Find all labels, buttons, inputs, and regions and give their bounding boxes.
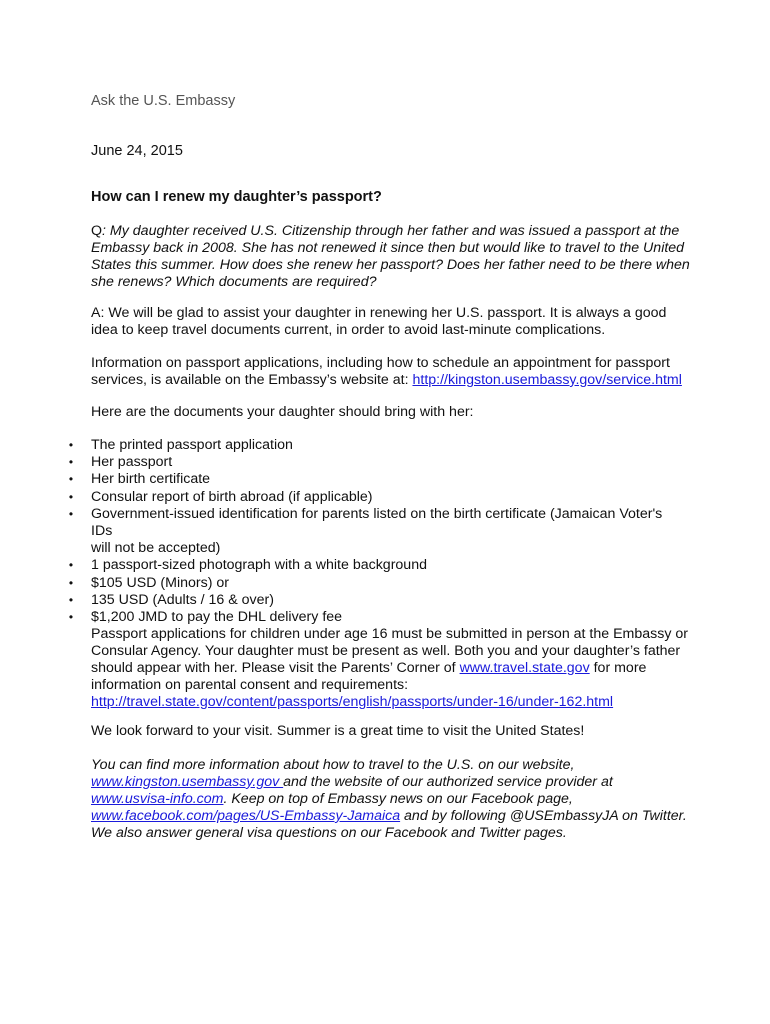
travel-state-link[interactable]: www.travel.state.gov xyxy=(459,660,590,676)
list-item-continuation xyxy=(66,540,686,557)
list-item-text: will not be accepted) xyxy=(91,540,221,557)
question-line: : My daughter received U.S. Citizenship through her father and was issued a passport at the xyxy=(102,223,680,239)
list-item xyxy=(66,437,686,454)
minors-line: for more xyxy=(589,660,647,676)
list-item-text: Consular report of birth abroad (if applicable) xyxy=(91,488,373,505)
list-item xyxy=(66,609,686,626)
minors-line: Consular Agency. Your daughter must be present as well. Both you and your daughter’s father xyxy=(91,643,681,659)
minors-line: Passport applications for children under age 16 must be submitted in person at the Embassy or xyxy=(91,626,688,642)
list-item xyxy=(66,489,686,506)
question-label: Q xyxy=(91,223,103,239)
bullet-icon: • xyxy=(68,610,74,625)
info-line: services, is available on the Embassy’s website at: xyxy=(91,372,413,388)
list-item-text: The printed passport application xyxy=(91,437,293,453)
minors-paragraph xyxy=(91,626,691,711)
more-info-line: We also answer general visa questions on our Facebook and Twitter pages. xyxy=(91,825,567,841)
list-item-text: 1 passport-sized photograph with a white background xyxy=(91,557,427,574)
more-info-line: You can find more information about how to travel to the U.S. on our website, xyxy=(91,757,575,773)
more-info-line: and by following @USEmbassyJA on Twitter. xyxy=(400,808,687,824)
more-info-line: and the website of our authorized service provider at xyxy=(283,774,613,790)
list-item xyxy=(66,454,686,471)
list-item xyxy=(66,471,686,488)
minors-line: information on parental consent and requirements: xyxy=(91,677,409,693)
document-date: June 24, 2015 xyxy=(91,143,183,159)
question-paragraph xyxy=(91,223,691,291)
embassy-website-link[interactable]: www.kingston.usembassy.gov xyxy=(91,774,284,790)
list-item-text: $105 USD (Minors) or xyxy=(91,574,229,591)
document-header: Ask the U.S. Embassy xyxy=(91,93,236,109)
usvisa-info-link[interactable]: www.usvisa-info.com xyxy=(91,791,224,807)
documents-list xyxy=(66,437,686,626)
question-line: Embassy back in 2008. She has not renewed it since then but would like to travel to the United xyxy=(91,240,685,256)
list-item xyxy=(66,592,686,609)
service-page-link[interactable]: http://kingston.usembassy.gov/service.html xyxy=(412,372,682,388)
minors-line: should appear with her. Please visit the Parents’ Corner of xyxy=(91,660,460,676)
documents-intro: Here are the documents your daughter should bring with her: xyxy=(91,404,474,420)
answer-line: A: We will be glad to assist your daughter in renewing her U.S. passport. It is always a good xyxy=(91,305,667,321)
answer-paragraph xyxy=(91,305,691,339)
bullet-icon: • xyxy=(68,489,74,504)
bullet-icon: • xyxy=(68,592,74,607)
bullet-icon: • xyxy=(68,506,74,521)
under-16-link[interactable]: http://travel.state.gov/content/passports/english/passports/under-16/under-162.html xyxy=(91,694,614,710)
list-item xyxy=(66,575,686,592)
answer-line: idea to keep travel documents current, in order to avoid last-minute complications. xyxy=(91,322,606,338)
list-item-text: Her passport xyxy=(91,454,173,471)
bullet-icon: • xyxy=(68,455,74,470)
list-item xyxy=(66,506,686,540)
list-item-text: Her birth certificate xyxy=(91,471,211,488)
question-line: she renews? Which documents are required? xyxy=(91,274,377,290)
list-item-text: $1,200 JMD to pay the DHL delivery fee xyxy=(91,609,343,626)
more-info-paragraph xyxy=(91,757,691,842)
document-title: How can I renew my daughter’s passport? xyxy=(91,189,382,205)
info-line: Information on passport applications, including how to schedule an appointment for passport xyxy=(91,355,670,371)
bullet-icon: • xyxy=(68,575,74,590)
question-line: States this summer. How does she renew her passport? Does her father need to be there when xyxy=(91,257,690,273)
bullet-icon: • xyxy=(68,558,74,573)
list-item xyxy=(66,557,686,574)
list-item-text: Government-issued identification for parents listed on the birth certificate (Jamaican Voter's IDs xyxy=(91,505,663,540)
list-item-text: 135 USD (Adults / 16 & over) xyxy=(91,591,274,608)
bullet-icon: • xyxy=(68,438,74,452)
more-info-line: . Keep on top of Embassy news on our Facebook page, xyxy=(223,791,573,807)
facebook-page-link[interactable]: www.facebook.com/pages/US-Embassy-Jamaica xyxy=(91,808,401,824)
info-paragraph xyxy=(91,355,691,389)
closing-paragraph: We look forward to your visit. Summer is a great time to visit the United States! xyxy=(91,723,585,739)
bullet-icon: • xyxy=(68,472,74,487)
